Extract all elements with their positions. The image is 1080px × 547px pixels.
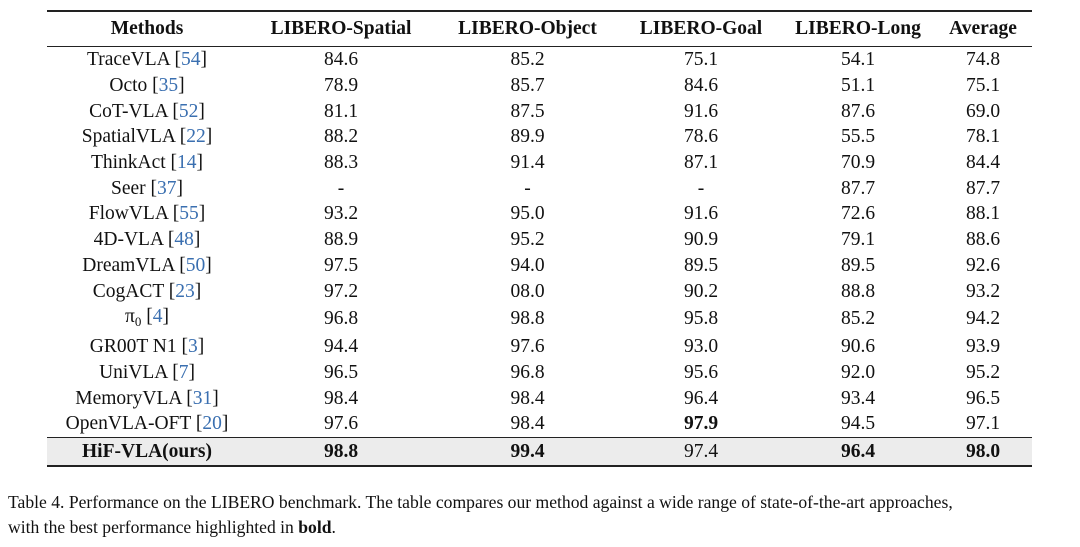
score-cell-average: 98.0: [965, 440, 1001, 462]
score-cell-average: 88.1: [965, 203, 1001, 225]
score-cell-spatial: 96.5: [323, 361, 359, 383]
score-cell-average: 69.0: [965, 100, 1001, 122]
score-cell-long: 70.9: [840, 152, 876, 174]
score-cell-long: 51.1: [840, 75, 876, 97]
score-cell-goal: 75.1: [683, 49, 719, 71]
citation-link[interactable]: 3: [187, 336, 198, 358]
score-cell-goal: 90.2: [683, 280, 719, 302]
score-cell-object: -: [524, 177, 531, 199]
score-cell-average: 93.2: [965, 280, 1001, 302]
citation-link[interactable]: 14: [177, 152, 197, 174]
citation-link[interactable]: 37: [157, 177, 177, 199]
method-name: OpenVLA-OFT: [65, 413, 191, 435]
caption-bold-word: bold: [298, 517, 332, 537]
method-cell: GR00T N1 [3]: [89, 336, 205, 358]
table-row: [47, 411, 1032, 437]
score-cell-long: 89.5: [840, 254, 876, 276]
score-cell-object: 85.7: [510, 75, 545, 97]
method-name: UniVLA: [99, 361, 168, 383]
citation-link[interactable]: 48: [174, 229, 194, 251]
method-name: π: [125, 305, 135, 327]
table-row: [47, 278, 1032, 304]
citation-link[interactable]: 31: [192, 387, 213, 409]
score-cell-spatial: 97.5: [323, 254, 359, 276]
score-cell-average: 94.2: [965, 308, 1001, 330]
method-name: CoT-VLA: [89, 100, 168, 122]
header-libero-long: LIBERO-Long: [795, 18, 921, 39]
score-cell-long: 92.0: [840, 361, 876, 383]
score-cell-long: 55.5: [840, 126, 876, 148]
score-cell-long: 93.4: [840, 387, 876, 409]
score-cell-long: 87.7: [840, 177, 876, 199]
score-cell-object: 98.4: [510, 413, 545, 435]
method-cell: $\pi_0$ [4]: [125, 305, 169, 329]
results-table-container: [47, 10, 1032, 467]
method-name: DreamVLA: [82, 254, 175, 276]
table-row: [47, 253, 1032, 279]
score-cell-long: 85.2: [840, 308, 876, 330]
header-libero-spatial: LIBERO-Spatial: [270, 18, 412, 39]
method-name: FlowVLA: [88, 203, 168, 225]
method-cell: CogACT [23]: [92, 280, 202, 302]
header-methods: Methods: [110, 18, 184, 39]
citation-link[interactable]: 52: [178, 100, 199, 122]
score-cell-spatial: 97.6: [323, 413, 359, 435]
table-header: [47, 11, 1032, 47]
score-cell-goal: 84.6: [683, 75, 719, 97]
method-cell: [47, 437, 247, 466]
table-row: [47, 360, 1032, 386]
method-name: HiF-VLA(ours): [82, 440, 212, 462]
score-cell-object: 95.0: [510, 203, 545, 225]
score-cell-object: 89.9: [510, 126, 545, 148]
score-cell-average: 88.6: [965, 229, 1001, 251]
score-cell-spatial: 88.9: [323, 229, 359, 251]
score-cell-object: 87.5: [510, 100, 545, 122]
score-cell-spatial: 81.1: [323, 100, 359, 122]
score-cell-goal: 78.6: [683, 126, 719, 148]
citation-link[interactable]: 50: [185, 254, 206, 276]
method-cell: SpatialVLA [22]: [81, 126, 213, 148]
method-cell: MemoryVLA [31]: [75, 387, 219, 409]
method-name: MemoryVLA: [75, 387, 182, 409]
table-row-ours: [47, 437, 1032, 466]
citation-link[interactable]: 23: [175, 280, 195, 302]
score-cell-average: 78.1: [965, 126, 1001, 148]
method-cell: ThinkAct [14]: [90, 152, 204, 174]
score-cell-object: 91.4: [510, 152, 545, 174]
score-cell-long: 79.1: [840, 229, 876, 251]
header-libero-goal: LIBERO-Goal: [639, 18, 763, 39]
score-cell-long: 72.6: [840, 203, 876, 225]
score-cell-goal: 91.6: [683, 100, 719, 122]
method-cell: UniVLA [7]: [99, 361, 195, 383]
score-cell-goal: 91.6: [683, 203, 719, 225]
method-cell: Seer [37]: [110, 177, 184, 199]
score-cell-spatial: 88.2: [323, 126, 359, 148]
score-cell-average: 87.7: [965, 177, 1001, 199]
score-cell-long: 88.8: [840, 280, 876, 302]
table-row: [47, 227, 1032, 253]
score-cell-object: 85.2: [510, 49, 545, 71]
method-name: Seer: [110, 177, 146, 199]
score-cell-goal: -: [697, 177, 705, 199]
score-cell-spatial: 94.4: [323, 336, 359, 358]
table-caption: [8, 490, 1078, 540]
score-cell-object: 98.4: [510, 387, 545, 409]
method-cell: DreamVLA [50]: [82, 254, 212, 276]
method-cell: OpenVLA-OFT [20]: [65, 413, 229, 435]
score-cell-long: 90.6: [840, 336, 876, 358]
score-cell-goal: 97.4: [683, 440, 719, 462]
citation-link[interactable]: 7: [178, 361, 189, 383]
method-name: CogACT: [92, 280, 164, 302]
score-cell-spatial: 98.8: [323, 440, 359, 462]
method-cell: 4D-VLA [48]: [93, 229, 201, 251]
score-cell-average: 75.1: [965, 75, 1001, 97]
score-cell-spatial: 93.2: [323, 203, 359, 225]
method-subscript: 0: [134, 313, 142, 329]
caption-line-1: Table 4. Performance on the LIBERO benchmark. The table compares our method against a wide range of state-of-the-art approaches,: [8, 492, 953, 512]
score-cell-spatial: -: [337, 177, 345, 199]
table-row: [47, 304, 1032, 334]
table-row: [47, 98, 1032, 124]
score-cell-spatial: 88.3: [323, 152, 359, 174]
score-cell-goal: 87.1: [683, 152, 719, 174]
score-cell-average: 84.4: [965, 152, 1001, 174]
caption-line-2-post: .: [331, 517, 336, 537]
score-cell-spatial: 98.4: [323, 387, 359, 409]
score-cell-object: 95.2: [510, 229, 545, 251]
score-cell-long: 96.4: [840, 440, 876, 462]
method-name: SpatialVLA: [81, 126, 175, 148]
score-cell-object: 99.4: [510, 440, 545, 462]
score-cell-spatial: 96.8: [323, 308, 359, 330]
method-name: ThinkAct: [90, 152, 166, 174]
score-cell-object: 97.6: [510, 336, 545, 358]
method-name: 4D-VLA: [93, 229, 163, 251]
citation-link[interactable]: 54: [181, 49, 201, 71]
caption-line-2-pre: with the best performance highlighted in: [8, 517, 299, 537]
citation-link[interactable]: 55: [179, 203, 199, 225]
table-body: [47, 47, 1032, 466]
method-cell: Octo [35]: [109, 75, 185, 97]
score-cell-object: 96.8: [510, 361, 545, 383]
score-cell-spatial: 78.9: [323, 75, 359, 97]
score-cell-spatial: 97.2: [323, 280, 359, 302]
citation-link[interactable]: 20: [202, 413, 222, 435]
table-row: [47, 175, 1032, 201]
score-cell-average: 93.9: [965, 336, 1001, 358]
citation-link[interactable]: 22: [186, 126, 206, 148]
score-cell-goal: 89.5: [683, 254, 719, 276]
method-cell: FlowVLA [55]: [88, 203, 206, 225]
table-row: [47, 150, 1032, 176]
score-cell-goal: 97.9: [683, 413, 719, 435]
method-name: TraceVLA: [86, 49, 170, 71]
header-average: Average: [949, 18, 1017, 39]
score-cell-goal: 90.9: [683, 229, 719, 251]
score-cell-average: 74.8: [965, 49, 1001, 71]
table-row: [47, 47, 1032, 73]
score-cell-long: 54.1: [840, 49, 876, 71]
table-row: [47, 201, 1032, 227]
score-cell-long: 87.6: [840, 100, 876, 122]
score-cell-average: 92.6: [965, 254, 1001, 276]
score-cell-goal: 95.8: [683, 308, 719, 330]
method-cell: TraceVLA [54]: [86, 49, 208, 71]
citation-link[interactable]: 4: [152, 305, 163, 327]
score-cell-average: 97.1: [965, 413, 1001, 435]
score-cell-goal: 96.4: [683, 387, 719, 409]
citation-link[interactable]: 35: [158, 75, 179, 97]
table-row: [47, 385, 1032, 411]
score-cell-average: 96.5: [965, 387, 1001, 409]
header-row: [47, 11, 1032, 47]
method-cell: CoT-VLA [52]: [89, 100, 205, 122]
score-cell-spatial: 84.6: [323, 49, 359, 71]
score-cell-object: 08.0: [510, 280, 545, 302]
score-cell-goal: 93.0: [683, 336, 719, 358]
score-cell-long: 94.5: [840, 413, 876, 435]
score-cell-object: 94.0: [510, 254, 545, 276]
method-name: Octo: [109, 75, 148, 97]
table-row: [47, 124, 1032, 150]
score-cell-object: 98.8: [510, 308, 545, 330]
table-row: [47, 334, 1032, 360]
score-cell-goal: 95.6: [683, 361, 719, 383]
score-cell-average: 95.2: [965, 361, 1001, 383]
results-table: [47, 10, 1032, 467]
table-row: [47, 73, 1032, 99]
header-libero-object: LIBERO-Object: [458, 18, 597, 39]
method-name: GR00T N1: [89, 336, 177, 358]
